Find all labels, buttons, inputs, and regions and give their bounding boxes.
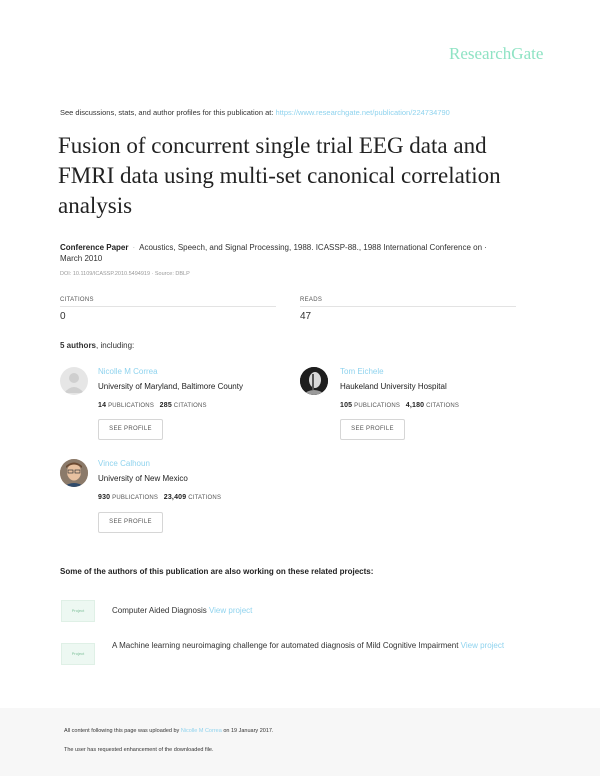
paper-doi: DOI: 10.1109/ICASSP.2010.5494919 · Source: DBLP [60, 271, 190, 277]
citations-label: CITATIONS [188, 495, 222, 501]
citations-count: 23,409 [163, 494, 187, 501]
researchgate-logo[interactable]: ResearchGate [449, 44, 544, 63]
project-item [112, 605, 542, 617]
author-affiliation: University of New Mexico [98, 474, 188, 483]
citations-count: 285 [159, 402, 172, 409]
avatar-photo[interactable] [60, 459, 88, 487]
author-stats [340, 402, 459, 409]
citations-count: 4,180 [405, 402, 425, 409]
enhancement-notice: The user has requested enhancement of the downloaded file. [64, 747, 214, 753]
paper-title: Fusion of concurrent single trial EEG data and FMRI data using multi-set canonical correlation analysis [58, 133, 501, 218]
paper-type: Conference Paper [60, 243, 129, 252]
upload-prefix: All content following this page was uploaded by [64, 728, 180, 734]
see-profile-button[interactable]: SEE PROFILE [98, 512, 163, 533]
avatar-placeholder[interactable] [60, 367, 88, 395]
view-project-link[interactable]: View project [460, 641, 505, 650]
authors-heading [60, 341, 134, 350]
author-name[interactable]: Nicolle M Correa [98, 367, 158, 376]
author-stats [98, 402, 207, 409]
author-photo-icon [60, 459, 88, 487]
publications-label: PUBLICATIONS [108, 403, 155, 409]
project-title: A Machine learning neuroimaging challenge for automated diagnosis of Mild Cognitive Impairment [112, 641, 459, 650]
discussion-notice [60, 108, 450, 117]
author-stats [98, 494, 221, 501]
citations-label: CITATIONS [60, 297, 94, 303]
paper-date: March 2010 [60, 254, 103, 263]
reads-divider [300, 306, 516, 307]
author-name[interactable]: Vince Calhoun [98, 459, 150, 468]
see-profile-button[interactable]: SEE PROFILE [98, 419, 163, 440]
footer-band [0, 708, 600, 776]
authors-count: 5 authors [60, 341, 97, 350]
citations-divider [60, 306, 276, 307]
publications-count: 14 [98, 402, 107, 409]
view-project-link[interactable]: View project [208, 606, 253, 615]
publications-label: PUBLICATIONS [354, 403, 401, 409]
upload-suffix: on 19 January 2017. [223, 728, 274, 734]
publications-count: 930 [98, 494, 111, 501]
paper-venue: Acoustics, Speech, and Signal Processing, 1988. ICASSP-88., 1988 International Conference on · [139, 243, 487, 252]
reads-label: READS [300, 297, 323, 303]
see-profile-button[interactable]: SEE PROFILE [340, 419, 405, 440]
citations-value: 0 [60, 311, 66, 322]
publication-link[interactable]: https://www.researchgate.net/publication/224734790 [275, 108, 450, 117]
author-affiliation: Haukeland University Hospital [340, 382, 447, 391]
projects-heading: Some of the authors of this publication are also working on these related projects: [60, 567, 374, 576]
authors-suffix: , including: [96, 341, 135, 350]
meta-separator: · [132, 243, 136, 252]
project-item [112, 640, 542, 652]
author-name[interactable]: Tom Eichele [340, 367, 384, 376]
project-thumbnail[interactable]: Project [61, 600, 95, 622]
publications-label: PUBLICATIONS [112, 495, 159, 501]
citations-label: CITATIONS [173, 403, 207, 409]
publications-count: 105 [340, 402, 353, 409]
author-photo-icon [300, 367, 328, 395]
citations-label: CITATIONS [426, 403, 460, 409]
paper-meta [60, 242, 540, 264]
avatar-photo[interactable] [300, 367, 328, 395]
upload-notice [64, 728, 273, 734]
project-thumbnail[interactable]: Project [61, 643, 95, 665]
project-title: Computer Aided Diagnosis [112, 606, 207, 615]
reads-value: 47 [300, 311, 312, 322]
discussion-text: See discussions, stats, and author profiles for this publication at: [60, 108, 274, 117]
user-silhouette-icon [60, 367, 88, 395]
uploader-link[interactable]: Nicolle M Correa [180, 728, 222, 734]
author-affiliation: University of Maryland, Baltimore County [98, 382, 243, 391]
